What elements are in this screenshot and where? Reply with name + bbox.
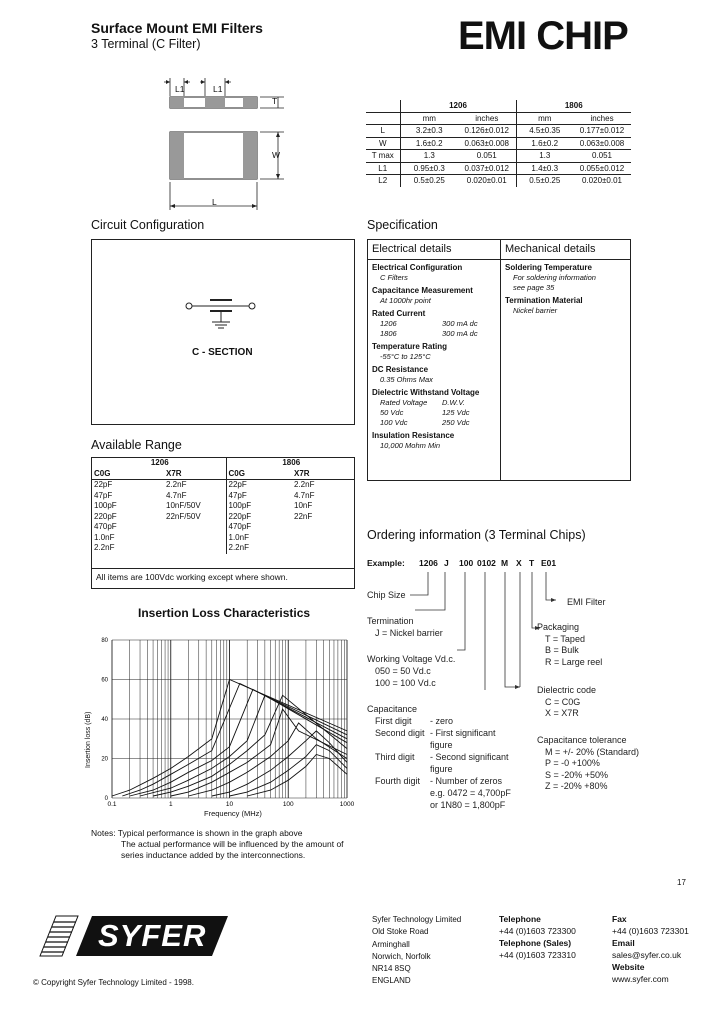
range-col: C0G [226, 469, 292, 480]
packaging-title: Packaging [537, 622, 580, 632]
field-emi-filter: EMI Filter [567, 597, 606, 607]
dims-row-label: W [378, 138, 387, 148]
range-col: X7R [166, 468, 182, 478]
spec-heading: Specification [367, 218, 438, 232]
dims-row [366, 137, 631, 150]
dims-cell: 0.063±0.008 [464, 138, 509, 148]
range-table-box [91, 457, 355, 589]
telephone-label: Telephone [499, 914, 541, 924]
dim-label-l1: L1 [175, 84, 185, 94]
chart-note-2: The actual performance will be influenced by the amount of [121, 839, 344, 849]
range-cell: 100pF [226, 501, 292, 512]
dims-row [366, 150, 631, 163]
product-heading: EMI CHIP [458, 14, 628, 58]
spec-item [372, 286, 498, 306]
range-cell: 4.7nF [166, 490, 187, 500]
dims-cell: 0.037±0.012 [464, 163, 509, 173]
spec-item [505, 296, 629, 316]
code-emi-filter: E01 [541, 558, 557, 568]
spec-item-value: C Filters [380, 273, 408, 282]
address-line: Arminghall [372, 939, 410, 949]
packaging-option: R = Large reel [545, 656, 603, 667]
dims-row-label: L1 [378, 163, 388, 173]
spec-item [372, 263, 498, 283]
dims-unit: inches [475, 113, 499, 123]
dims-cell: 4.5±0.35 [516, 125, 573, 138]
field-termination-value: J = Nickel barrier [375, 628, 443, 638]
range-cell: 220pF [226, 512, 292, 523]
spec-item-label: Rated Current [372, 309, 426, 318]
field-capacitance-title: Capacitance [367, 704, 418, 714]
capacitance-row [375, 776, 525, 788]
range-heading: Available Range [91, 438, 182, 452]
dimensions-table [366, 100, 631, 187]
dims-row [366, 125, 631, 138]
dims-unit: mm [516, 112, 573, 125]
spec-pair-key: 100 Vdc [380, 418, 408, 427]
range-group-1806: 1806 [226, 458, 354, 469]
spec-item-value: see page 35 [513, 283, 555, 292]
field-voltage-050: 050 = 50 Vd.c [375, 666, 431, 676]
spec-item [372, 309, 498, 339]
range-cell [292, 522, 354, 533]
spec-item-value: Nickel barrier [513, 306, 558, 315]
spec-item-value: At 1000hr point [380, 296, 431, 305]
spec-item-label: Soldering Temperature [505, 263, 592, 272]
range-cell: 22nF/50V [166, 511, 201, 521]
capacitance-meaning: - Second significant [430, 752, 509, 762]
dim-label-l1b: L1 [213, 84, 223, 94]
mechanical-details-list [505, 263, 629, 319]
range-cell: 1.0nF [226, 533, 292, 544]
capacitance-meaning: - zero [430, 716, 454, 726]
tolerance-title: Capacitance tolerance [537, 735, 627, 745]
range-cell [292, 543, 354, 554]
address-line: NR14 8SQ [372, 964, 411, 974]
spec-item [372, 388, 498, 428]
dims-cell: 1.6±0.2 [400, 137, 458, 150]
address-line: Norwich, Norfolk [372, 951, 431, 961]
range-cell [164, 543, 226, 554]
range-cell: 47pF [94, 490, 113, 500]
range-cell: 10nF [294, 501, 313, 510]
range-row [92, 491, 354, 502]
range-cell: 22nF [294, 511, 313, 521]
tolerance-option: P = -0 +100% [545, 758, 600, 768]
spec-pair-key: 1206 [380, 319, 397, 328]
syfer-logo [30, 912, 230, 958]
capacitance-digit: First digit [375, 716, 412, 726]
chart-ytick-label: 80 [101, 638, 108, 644]
spec-item-value: 10,000 Mohm Min [380, 441, 441, 450]
page-number: 17 [677, 878, 686, 887]
field-chip-size: Chip Size [367, 590, 406, 600]
fax-label: Fax [612, 914, 627, 924]
range-cell: 2.2nF [166, 480, 187, 489]
spec-item-value: For soldering information [513, 273, 596, 282]
chart-xtick-label: 1000 [339, 801, 355, 808]
dims-cell: 1.6±0.2 [516, 137, 573, 150]
chart-xtick-label: 10 [225, 801, 234, 808]
dims-row-label: L [380, 126, 385, 136]
spec-pair-key: 1806 [380, 329, 397, 338]
range-cell: 22pF [94, 480, 113, 489]
document-subtitle: 3 Terminal (C Filter) [91, 37, 201, 51]
chart-xtick-label: 1 [168, 801, 173, 808]
range-row [92, 522, 354, 533]
range-cell: 100pF [94, 501, 117, 510]
spec-item-label: Temperature Rating [372, 342, 447, 351]
dielectric-list [537, 685, 596, 720]
chart-ytick-label: 20 [101, 756, 108, 763]
capacitance-row [375, 728, 525, 740]
code-chip-size: 1206 [419, 558, 438, 568]
capacitance-digit: Second digit [375, 728, 425, 738]
dim-label-w: W [272, 150, 281, 160]
capacitance-row [375, 800, 525, 812]
field-voltage-100: 100 = 100 Vd.c [375, 678, 436, 688]
spec-item-value: -55°C to 125°C [380, 352, 431, 361]
telephone-sales: +44 (0)1603 723310 [499, 950, 576, 960]
email-label: Email [612, 938, 635, 948]
chart-ytick-label: 0 [104, 796, 108, 802]
tolerance-option: S = -20% +50% [545, 769, 609, 780]
dielectric-title: Dielectric code [537, 685, 597, 695]
spec-pair-value: D.W.V. [442, 398, 465, 407]
chart-ytick-label: 60 [101, 677, 108, 684]
telephone: +44 (0)1603 723300 [499, 926, 576, 936]
company-name: SYFER [98, 918, 207, 953]
website-link[interactable]: www.syfer.com [612, 974, 669, 984]
chart-ylabel: Insertion loss (dB) [85, 711, 92, 768]
email-link[interactable]: sales@syfer.co.uk [612, 950, 682, 960]
dims-cell: 0.020±0.01 [582, 176, 622, 186]
range-cell: 2.2nF [294, 480, 315, 489]
spec-item-label: DC Resistance [372, 365, 429, 374]
dims-cell: 0.055±0.012 [579, 163, 625, 173]
c-section-schematic [182, 290, 262, 335]
range-footnote: All items are 100Vdc working except where shown. [96, 572, 288, 582]
spec-pair-value: 250 Vdc [442, 418, 470, 427]
range-cell: 470pF [94, 522, 117, 531]
dims-cell: 3.2±0.3 [400, 125, 458, 138]
spec-pair-key: Rated Voltage [380, 398, 428, 407]
website-label: Website [612, 962, 645, 972]
dims-cell: 1.3 [400, 150, 458, 163]
mechanical-details-title: Mechanical details [505, 243, 596, 255]
dims-row [366, 162, 631, 175]
range-cell: 22pF [226, 480, 292, 491]
spec-box [367, 239, 631, 481]
spec-item-label: Dielectric Withstand Voltage [372, 388, 480, 397]
capacitance-digit: Third digit [375, 752, 415, 762]
fax: +44 (0)1603 723301 [612, 926, 689, 936]
dims-group-1206: 1206 [400, 100, 516, 112]
tolerance-option: Z = -20% +80% [545, 781, 608, 791]
dims-row [366, 175, 631, 187]
copyright: © Copyright Syfer Technology Limited - 1998. [33, 978, 194, 987]
range-row [92, 480, 354, 491]
capacitance-row [375, 764, 525, 776]
dims-cell: 0.051 [591, 151, 613, 161]
range-cell: 2.2nF [94, 543, 115, 552]
dims-group-1806: 1806 [516, 100, 631, 112]
capacitance-digit: Fourth digit [375, 776, 421, 786]
dims-cell: 0.126±0.012 [464, 126, 509, 136]
spec-item [372, 365, 498, 385]
field-termination-title: Termination [367, 616, 414, 626]
capacitance-row [375, 716, 525, 728]
chart-title: Insertion Loss Characteristics [138, 606, 311, 620]
capacitance-meaning: figure [430, 740, 453, 750]
range-row [92, 501, 354, 512]
dims-cell: 0.5±0.25 [400, 175, 458, 187]
dims-cell: 0.020±0.01 [466, 176, 507, 186]
spec-pair-value: 300 mA dc [442, 329, 478, 338]
spec-item-pair [372, 329, 498, 339]
capacitance-meaning: or 1N80 = 1,800pF [430, 800, 506, 810]
packaging-option: B = Bulk [545, 645, 579, 655]
range-row [92, 512, 354, 523]
tolerance-option: M = +/- 20% (Standard) [545, 746, 640, 757]
capacitance-meaning: e.g. 0472 = 4,700pF [430, 788, 511, 798]
dims-unit: inches [590, 113, 614, 123]
range-group-1206: 1206 [150, 458, 169, 467]
capacitance-row [375, 740, 525, 752]
spec-item-pair [372, 398, 498, 408]
spec-pair-value: 125 Vdc [442, 408, 470, 417]
code-capacitance: 0102 [477, 558, 496, 568]
spec-item-pair [372, 408, 498, 418]
chart-ytick-label: 40 [101, 717, 108, 723]
range-cell: 2.2nF [226, 543, 292, 554]
dims-unit: mm [400, 112, 458, 125]
chart-note-1: Notes: Typical performance is shown in the graph above [91, 828, 303, 838]
dielectric-option: X = X7R [545, 708, 579, 718]
capacitance-row [375, 752, 525, 764]
range-cell: 47pF [226, 491, 292, 502]
field-voltage-title: Working Voltage Vd.c. [367, 654, 456, 664]
range-col: X7R [294, 468, 310, 478]
dims-cell: 1.3 [516, 150, 573, 163]
range-cell [292, 533, 354, 544]
tolerance-list [537, 735, 639, 793]
example-label: Example: [367, 558, 405, 568]
range-row [92, 533, 354, 544]
dims-cell: 0.051 [476, 151, 497, 161]
range-col: C0G [94, 468, 111, 478]
range-cell: 4.7nF [294, 490, 315, 500]
range-cell [164, 522, 226, 533]
capacitance-code-list [375, 716, 525, 812]
range-cell: 1.0nF [94, 532, 115, 542]
dims-cell: 0.177±0.012 [579, 126, 625, 136]
chart-series-220pF [188, 723, 347, 796]
chart-xtick-label: 100 [282, 801, 294, 808]
spec-item-pair [372, 319, 498, 329]
circuit-box [91, 239, 355, 425]
code-termination: J [444, 558, 449, 568]
spec-pair-key: 50 Vdc [380, 408, 404, 417]
spec-item-pair [372, 418, 498, 428]
spec-pair-value: 300 mA dc [442, 319, 478, 328]
code-tolerance: M [501, 558, 509, 568]
spec-item-label: Electrical Configuration [372, 263, 463, 272]
dim-label-t: T [272, 96, 278, 106]
c-section-caption: C - SECTION [192, 347, 253, 358]
chart-xtick-label: 0.1 [107, 801, 117, 808]
spec-item [372, 431, 498, 451]
address-line: Syfer Technology Limited [372, 915, 462, 924]
packaging-list [537, 622, 602, 668]
address-line: ENGLAND [372, 976, 411, 986]
spec-item [372, 342, 498, 362]
chart-series-4.7nF [130, 689, 347, 796]
packaging-option: T = Taped [545, 633, 585, 644]
code-packaging: T [529, 558, 535, 568]
dims-cell: 0.5±0.25 [516, 175, 573, 187]
document-title: Surface Mount EMI Filters [91, 20, 263, 36]
range-cell: 10nF/50V [166, 501, 201, 510]
chart-xlabel: Frequency (MHz) [204, 809, 262, 818]
insertion-loss-chart [90, 632, 365, 822]
range-cell: 220pF [94, 511, 117, 521]
company-address [372, 914, 461, 988]
ordering-heading: Ordering information (3 Terminal Chips) [367, 528, 586, 542]
capacitance-meaning: figure [430, 764, 453, 774]
electrical-details-title: Electrical details [372, 243, 452, 255]
dims-cell: 0.95±0.3 [400, 162, 458, 175]
dims-row-label: L2 [378, 176, 388, 186]
capacitance-row [375, 788, 525, 800]
chart-note-3: series inductance added by the interconnections. [121, 850, 306, 860]
range-cell: 470pF [226, 522, 292, 533]
dim-label-l: L [212, 197, 217, 207]
code-dielectric: X [516, 558, 522, 568]
capacitance-meaning: - First significant [430, 728, 496, 738]
dims-cell: 0.063±0.008 [579, 138, 625, 148]
circuit-heading: Circuit Configuration [91, 218, 205, 232]
spec-item-value: 0.35 Ohms Max [380, 375, 433, 384]
spec-item-label: Capacitance Measurement [372, 286, 473, 295]
spec-item [505, 263, 629, 293]
range-row [92, 543, 354, 554]
dielectric-option: C = C0G [545, 696, 581, 707]
telephone-sales-label: Telephone (Sales) [499, 938, 572, 948]
range-cell [164, 533, 226, 544]
code-voltage: 100 [459, 558, 474, 568]
address-line: Old Stoke Road [372, 927, 429, 937]
spec-item-label: Termination Material [505, 296, 583, 305]
capacitance-meaning: - Number of zeros [430, 776, 503, 786]
spec-item-label: Insulation Resistance [372, 431, 455, 440]
dims-cell: 1.4±0.3 [516, 162, 573, 175]
electrical-details-list [372, 263, 498, 454]
dims-row-label: T max [371, 151, 394, 161]
